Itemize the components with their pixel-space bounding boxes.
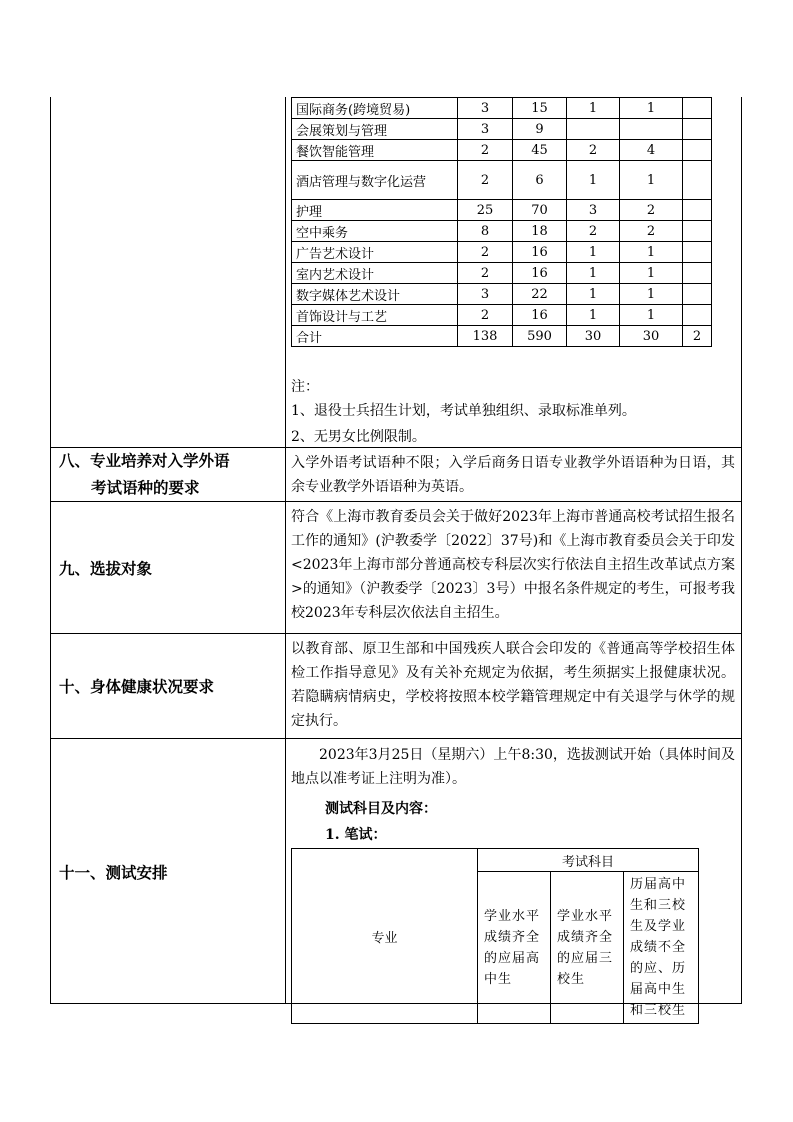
quota-cell	[683, 200, 712, 221]
quota-cell: 590	[513, 326, 567, 347]
quota-cell: 1	[620, 242, 683, 263]
quota-cell: 45	[513, 140, 567, 161]
quota-cell: 3	[458, 98, 513, 119]
major-name-cell: 会展策划与管理	[292, 119, 458, 140]
major-name-cell: 首饰设计与工艺	[292, 305, 458, 326]
table-row	[292, 200, 712, 221]
note-item-1: 1、退役士兵招生计划，考试单独组织、录取标准单列。	[291, 403, 636, 419]
quota-cell: 1	[620, 284, 683, 305]
major-name-cell: 合计	[292, 326, 458, 347]
quota-cell: 1	[620, 305, 683, 326]
quota-cell: 3	[458, 284, 513, 305]
quota-cell: 1	[620, 263, 683, 284]
table-row	[292, 161, 712, 200]
table-row	[292, 326, 712, 347]
quota-cell	[683, 263, 712, 284]
quota-cell: 2	[458, 242, 513, 263]
major-name-cell: 空中乘务	[292, 221, 458, 242]
section11-para1: 2023年3月25日（星期六）上午8:30，选拔测试开始（具体时间及地点以准考证上注明为准）。	[291, 747, 735, 787]
section8-content: 入学外语考试语种不限；入学后商务日语专业教学外语语种为日语，其余专业教学外语语种为英语。	[291, 455, 735, 495]
section11-subtitle: 测试科目及内容：	[325, 801, 437, 817]
quota-cell	[683, 305, 712, 326]
table-row	[292, 242, 712, 263]
table-row	[292, 119, 712, 140]
quota-cell: 9	[513, 119, 567, 140]
quota-cell: 1	[567, 263, 620, 284]
quota-cell	[683, 140, 712, 161]
quota-cell: 2	[683, 326, 712, 347]
note-item-2: 2、无男女比例限制。	[291, 429, 426, 445]
major-name-cell: 广告艺术设计	[292, 242, 458, 263]
major-name-cell: 护理	[292, 200, 458, 221]
exam-major-header: 专业	[292, 849, 478, 1024]
table-row	[292, 305, 712, 326]
quota-cell: 18	[513, 221, 567, 242]
quota-cell	[683, 98, 712, 119]
table-row	[292, 140, 712, 161]
quota-cell: 2	[458, 140, 513, 161]
quota-cell	[620, 119, 683, 140]
table-row	[292, 284, 712, 305]
major-name-cell: 国际商务(跨境贸易)	[292, 98, 458, 119]
section8-label	[51, 448, 285, 500]
table-row	[292, 263, 712, 284]
major-name-cell: 餐饮智能管理	[292, 140, 458, 161]
column-divider	[285, 97, 286, 1003]
table-row	[292, 98, 712, 119]
quota-cell: 1	[620, 98, 683, 119]
quota-cell: 8	[458, 221, 513, 242]
quota-cell: 30	[567, 326, 620, 347]
section9-content: 符合《上海市教育委员会关于做好2023年上海市普通高校考试招生报名工作的通知》(沪教委学〔2022〕37号)和《上海市教育委员会关于印发<2023年上海市部分普通高校专科层次实行依法自主招生改革试点方案>的通知》（沪教委学〔2023〕3号）中报名条件规定的考生，可报考我校2023年专科层次依法自主招生。	[291, 509, 735, 621]
quota-cell: 4	[620, 140, 683, 161]
section11-item1: 1. 笔试：	[325, 827, 387, 843]
quota-cell: 2	[620, 200, 683, 221]
quota-cell: 22	[513, 284, 567, 305]
quota-cell: 1	[567, 98, 620, 119]
quota-cell	[567, 119, 620, 140]
quota-cell: 16	[513, 263, 567, 284]
exam-col-previous-students: 历届高中生和三校生及学业成绩不全的应、历届高中生和三校生	[624, 872, 699, 1024]
section10-label: 十、身体健康状况要求	[59, 677, 215, 696]
quota-cell: 3	[458, 119, 513, 140]
quota-cell: 2	[567, 140, 620, 161]
quota-cell: 6	[513, 161, 567, 200]
exam-col-current-hs: 学业水平成绩齐全的应届高中生	[478, 872, 551, 1024]
quota-cell	[683, 284, 712, 305]
quota-cell: 30	[620, 326, 683, 347]
admissions-table-frame	[50, 97, 742, 1018]
table-row	[292, 221, 712, 242]
major-name-cell: 酒店管理与数字化运营	[292, 161, 458, 200]
quota-cell: 1	[567, 305, 620, 326]
quota-cell: 2	[620, 221, 683, 242]
quota-cell: 2	[567, 221, 620, 242]
quota-cell: 2	[458, 161, 513, 200]
quota-cell: 3	[567, 200, 620, 221]
major-name-cell: 室内艺术设计	[292, 263, 458, 284]
quota-cell: 138	[458, 326, 513, 347]
quota-cell: 16	[513, 305, 567, 326]
section8-label-line1: 八、专业培养对入学外语	[59, 451, 230, 470]
quota-cell: 15	[513, 98, 567, 119]
exam-col-current-vocational: 学业水平成绩齐全的应届三校生	[551, 872, 624, 1024]
quota-cell: 2	[458, 263, 513, 284]
quota-cell: 1	[567, 284, 620, 305]
exam-subjects-header: 考试科目	[478, 849, 699, 872]
section11-label: 十一、测试安排	[59, 862, 168, 882]
quota-cell: 1	[567, 161, 620, 200]
section10-content: 以教育部、原卫生部和中国残疾人联合会印发的《普通高等学校招生体检工作指导意见》及有关补充规定为依据，考生须据实上报健康状况。若隐瞒病情病史，学校将按照本校学籍管理规定中有关退学与休学的规定执行。	[291, 641, 735, 729]
quota-cell	[683, 242, 712, 263]
quota-cell: 25	[458, 200, 513, 221]
quota-cell	[683, 119, 712, 140]
quota-cell: 70	[513, 200, 567, 221]
quota-cell: 16	[513, 242, 567, 263]
quota-cell: 1	[620, 161, 683, 200]
quota-cell	[683, 161, 712, 200]
section8-label-line2: 考试语种的要求	[91, 478, 200, 497]
quota-cell: 1	[567, 242, 620, 263]
section9-label: 九、选拔对象	[59, 558, 153, 578]
major-name-cell: 数字媒体艺术设计	[292, 284, 458, 305]
majors-quota-table	[291, 97, 712, 347]
quota-cell: 2	[458, 305, 513, 326]
quota-cell	[683, 221, 712, 242]
written-exam-table	[291, 848, 699, 1024]
notes-title: 注：	[291, 379, 319, 395]
